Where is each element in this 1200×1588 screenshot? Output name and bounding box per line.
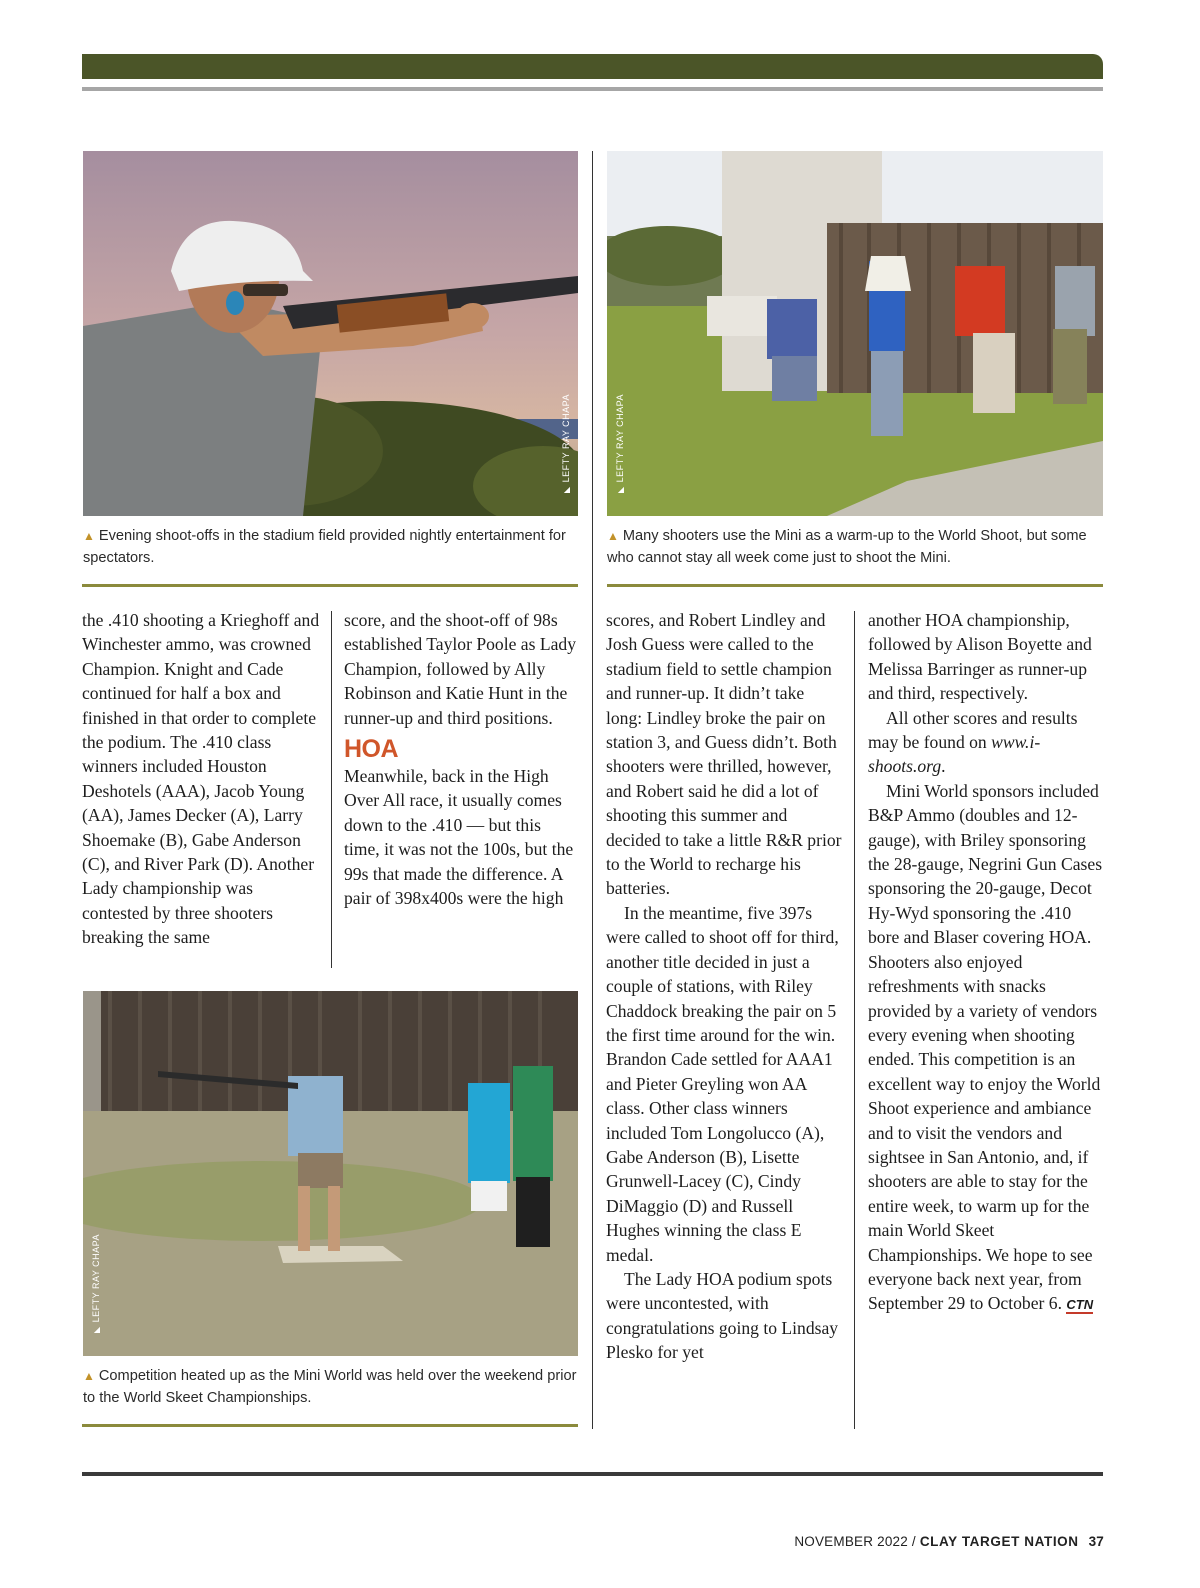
column-divider	[331, 611, 332, 968]
article-column-4	[868, 608, 1104, 1316]
photo-competition-image	[83, 991, 578, 1356]
results-website-link[interactable]: www.i-shoots.org	[868, 732, 1041, 777]
article-column-2	[344, 608, 580, 910]
caption-rule	[82, 584, 578, 587]
caption-rule	[607, 584, 1103, 587]
footer-rule	[82, 1472, 1103, 1476]
page-number: 37	[1088, 1534, 1104, 1549]
photo-mini-warmup	[607, 151, 1103, 516]
article-paragraph: Meanwhile, back in the High Over All race, it usually comes down to the .410 — but this time, it was not the 100s, but the 99s that made the difference. A pair of 398x400s were the high	[344, 766, 574, 909]
article-paragraph: another HOA championship, followed by Alison Boyette and Melissa Barringer as runner-up and third, respectively.	[868, 610, 1092, 704]
caption-rule	[82, 1424, 578, 1427]
photo-credit: ◣ LEFTY RAY CHAPA	[561, 394, 571, 493]
article-paragraph: score, and the shoot-off of 98s established Taylor Poole as Lady Champion, followed by Ally Robinson and Katie Hunt in the runner-up and third positions.	[344, 610, 576, 728]
column-divider	[854, 611, 855, 1429]
caption-evening-shootoff: ▲ Evening shoot-offs in the stadium field provided nightly entertainment for spectators.	[83, 528, 566, 566]
section-heading-hoa: HOA	[344, 735, 399, 764]
footer-issue: NOVEMBER 2022 /	[794, 1534, 916, 1549]
article-column-3	[606, 608, 844, 1365]
caption-mini-warmup: ▲ Many shooters use the Mini as a warm-up to the World Shoot, but some who cannot stay all week come just to shoot the Mini.	[607, 528, 1087, 566]
caption-competition: ▲ Competition heated up as the Mini World was held over the weekend prior to the World Skeet Championships.	[83, 1368, 577, 1406]
photo-evening-shootoff	[83, 151, 578, 516]
column-divider	[592, 151, 593, 1429]
photo-competition	[83, 991, 578, 1356]
article-paragraph: The Lady HOA podium spots were uncontested, with congratulations going to Lindsay Plesko for yet	[606, 1268, 839, 1363]
article-paragraph: the .410 shooting a Krieghoff and Winchester ammo, was crowned Champion. Knight and Cade continued for half a box and finished in that order to complete the podium. The .410 class winners included Houston Deshotels (AAA), Jacob Young (AA), James Decker (A), Larry Shoemake (B), Gabe Anderson (C), and River Park (D). Another Lady championship was contested by three shooters breaking the same	[82, 610, 320, 948]
caption-triangle-icon: ▲	[83, 529, 95, 543]
photo-evening-shootoff-image	[83, 151, 578, 516]
caption-triangle-icon: ▲	[83, 1369, 95, 1383]
photo-credit: ◣ LEFTY RAY CHAPA	[91, 1234, 101, 1333]
article-paragraph: All other scores and results may be found on www.i-shoots.org.	[868, 707, 1078, 777]
header-bar	[82, 54, 1103, 79]
footer-magazine-title: CLAY TARGET NATION	[919, 1534, 1079, 1549]
photo-mini-warmup-image	[607, 151, 1103, 516]
ctn-end-mark-logo: CTN	[1066, 1297, 1094, 1313]
header-rule	[82, 87, 1103, 91]
article-paragraph: Mini World sponsors included B&P Ammo (doubles and 12-gauge), with Briley sponsoring the 28-gauge, Negrini Gun Cases sponsoring the 20-gauge, Decot Hy-Wyd sponsoring the .410 bore and Blaser covering HOA. Shooters also enjoyed refreshments with snacks provided by a variety of vendors every evening when shooting ended. This competition is an excellent way to enjoy the World Shoot experience and ambiance and to visit the vendors and sightsee in San Antonio, and, if shooters are able to stay for the entire week, to warm up for the main World Skeet Championships. We hope to see everyone back next year, from September 29 to October 6. CTN	[868, 780, 1103, 1314]
caption-triangle-icon: ▲	[607, 529, 619, 543]
article-paragraph: In the meantime, five 397s were called to shoot off for third, another title decided in just a couple of stations, with Riley Chaddock breaking the pair on 5 the first time around for the win. Brandon Cade settled for AAA1 and Pieter Greyling won AA class. Other class winners included Tom Longolucco (A), Gabe Anderson (B), Lisette Grunwell-Lacey (C), Cindy DiMaggio (D) and Russell Hughes winning the class E medal.	[606, 902, 839, 1265]
page-footer	[794, 1534, 1104, 1549]
article-column-1	[82, 608, 320, 950]
article-paragraph: scores, and Robert Lindley and Josh Guess were called to the stadium field to settle champion and runner-up. It didn’t take long: Lindley broke the pair on station 3, and Guess didn’t. Both shooters were thrilled, however, and Robert said he did a lot of shooting this summer and decided to take a little R&R prior to the World to recharge his batteries.	[606, 610, 842, 899]
photo-credit: ◣ LEFTY RAY CHAPA	[615, 394, 625, 493]
